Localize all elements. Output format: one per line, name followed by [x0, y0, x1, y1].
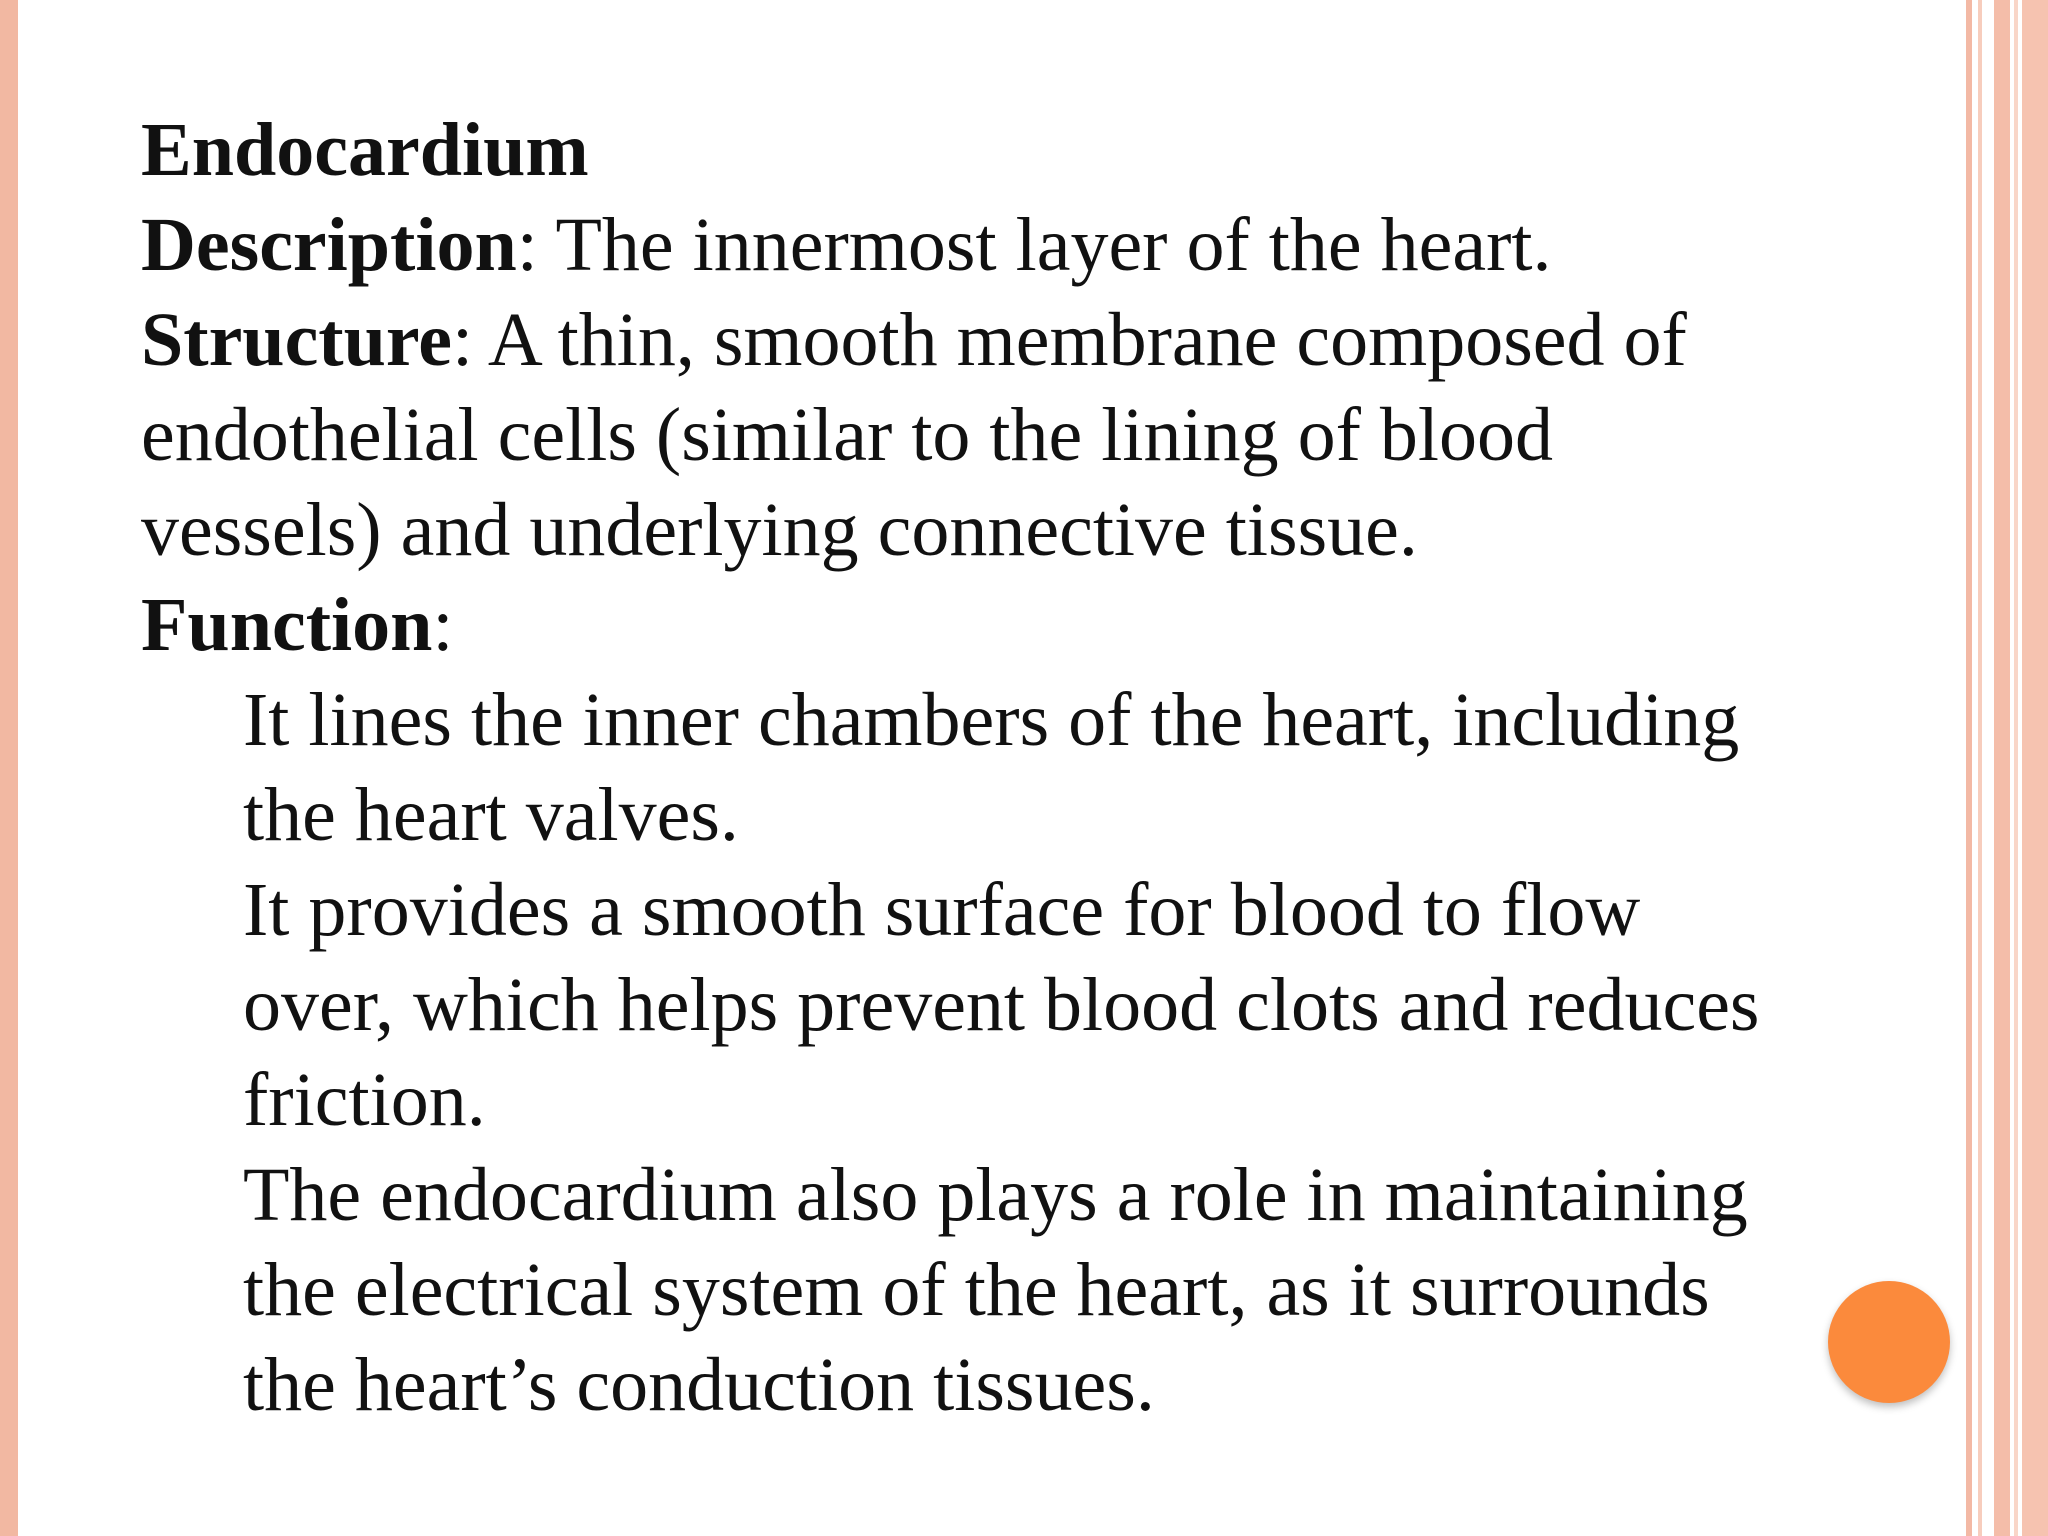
function-item	[243, 673, 1841, 863]
structure-line-1	[141, 293, 1841, 388]
function-item-line: the heart valves.	[243, 773, 739, 857]
description-separator: :	[516, 203, 538, 287]
stripe	[2022, 0, 2048, 1536]
stripe	[1978, 0, 1982, 1536]
description-label: Description	[141, 203, 517, 287]
function-item-line: over, which helps prevent blood clots and reduces	[243, 963, 1760, 1047]
function-list	[243, 673, 1841, 1433]
function-item-line: The endocardium also plays a role in maintaining	[243, 1153, 1748, 1237]
function-item-line: It provides a smooth surface for blood to flow	[243, 868, 1641, 952]
description-text: The innermost layer of the heart.	[537, 203, 1552, 287]
stripe	[2014, 0, 2018, 1536]
stripe	[1966, 0, 1972, 1536]
left-decorative-border	[0, 0, 18, 1536]
orange-circle-decoration	[1828, 1281, 1950, 1403]
structure-separator: :	[451, 298, 474, 382]
function-item-line: the heart’s conduction tissues.	[243, 1343, 1155, 1427]
function-separator: :	[432, 583, 454, 667]
function-label: Function	[141, 583, 433, 667]
function-item	[243, 1148, 1841, 1433]
function-item-line: the electrical system of the heart, as it surrounds	[243, 1248, 1710, 1332]
structure-line-2: endothelial cells (similar to the lining of blood	[141, 393, 1554, 477]
stripe	[1994, 0, 2010, 1536]
function-item-line: friction.	[243, 1058, 486, 1142]
description-line	[141, 198, 1841, 293]
structure-label: Structure	[141, 298, 452, 382]
function-heading	[141, 578, 1841, 673]
function-item-line: It lines the inner chambers of the heart, including	[243, 678, 1740, 762]
structure-text: A thin, smooth membrane composed of	[473, 298, 1687, 382]
right-decorative-stripes	[1958, 0, 2048, 1536]
structure-line-3: vessels) and underlying connective tissue.	[141, 488, 1418, 572]
slide-body	[141, 103, 1841, 1433]
slide-title: Endocardium	[141, 108, 589, 192]
function-item	[243, 863, 1841, 1148]
